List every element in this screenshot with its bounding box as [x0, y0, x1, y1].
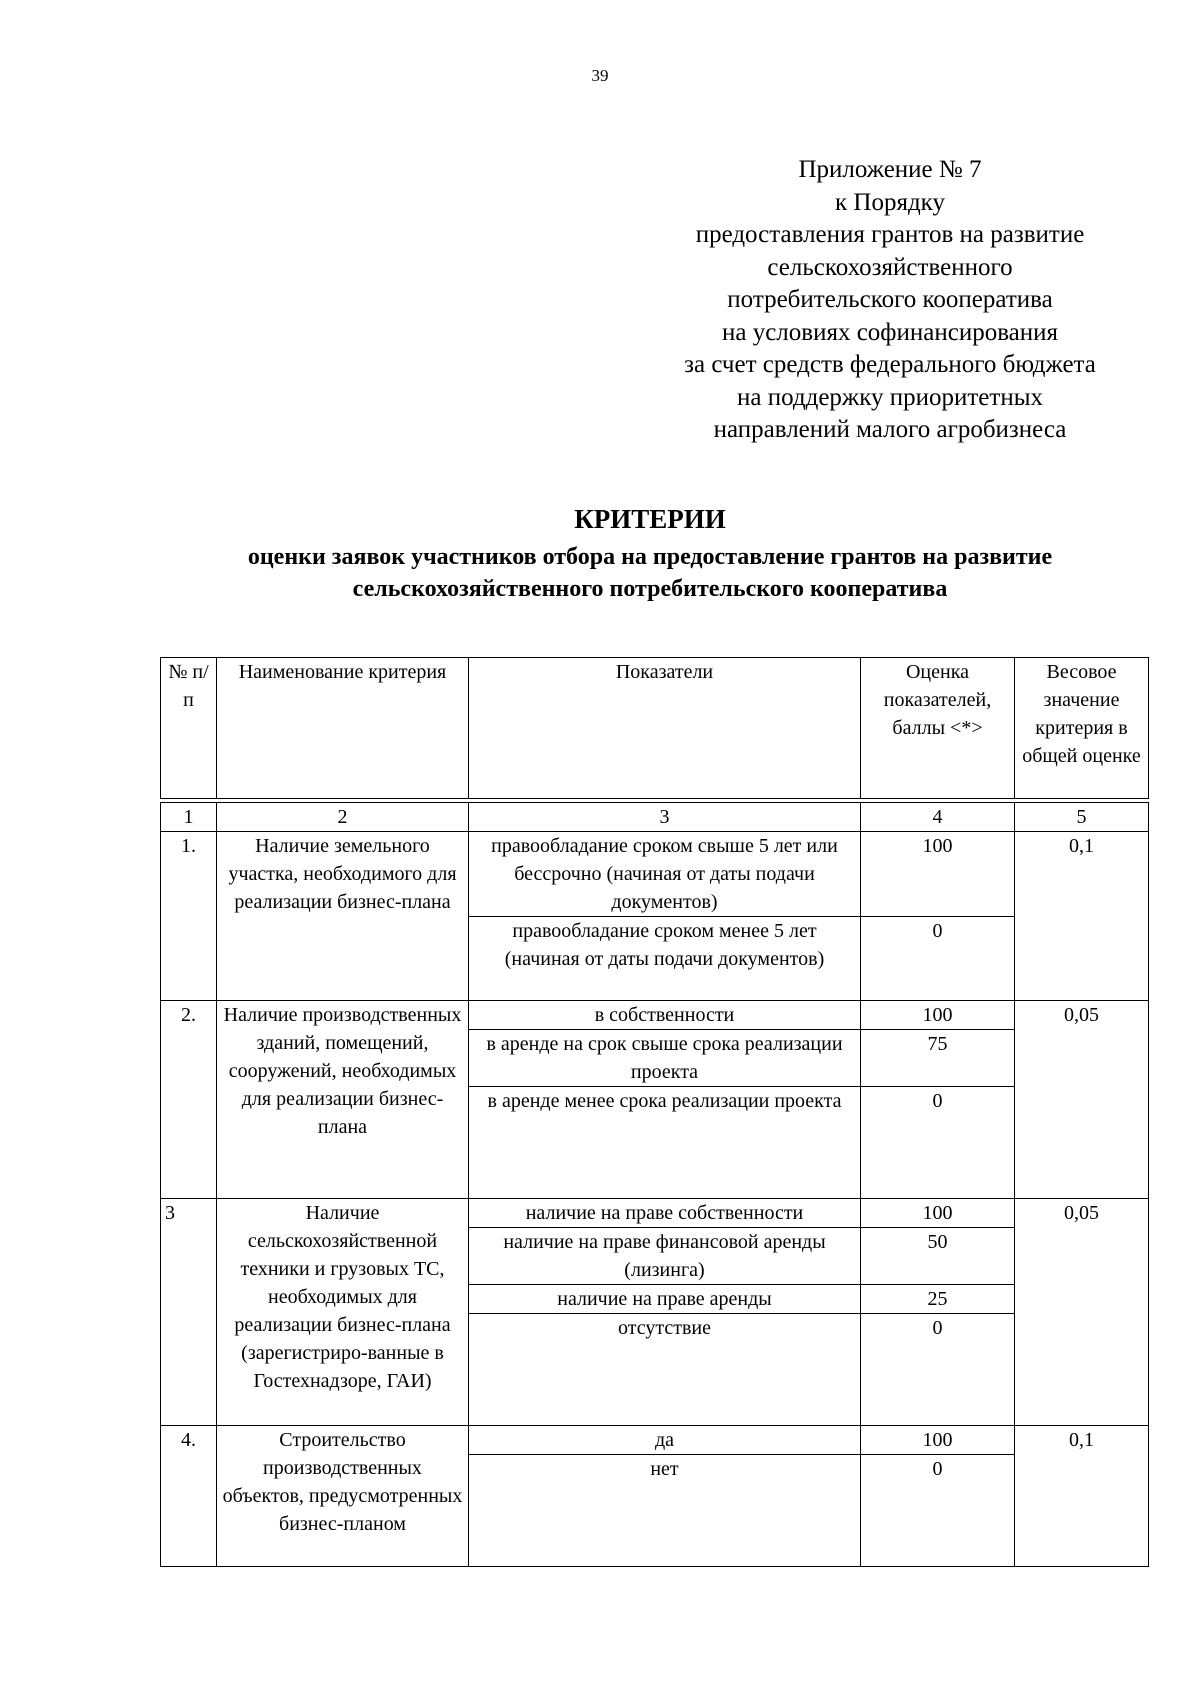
column-number: 1 [161, 803, 217, 832]
criterion-name: Наличие земельного участка, необходимого для реализации бизнес-плана [217, 832, 469, 1001]
header-weight: Весовое значение критерия в общей оценке [1015, 658, 1149, 799]
criterion-name: Наличие сельскохозяйственной техники и грузовых ТС, необходимых для реализации бизнес-плана (зарегистриро-ванные в Гостехнадзоре, ГАИ) [217, 1199, 469, 1426]
appendix-header [630, 154, 1150, 447]
document-title-block [150, 503, 1150, 605]
indicator-cell: наличие на праве собственности [469, 1199, 861, 1228]
indicator-cell: отсутствие [469, 1314, 861, 1426]
header-num: № п/п [161, 658, 217, 799]
indicator-cell: наличие на праве аренды [469, 1285, 861, 1314]
header-indicators: Показатели [469, 658, 861, 799]
criterion-num: 4. [161, 1426, 217, 1567]
indicator-cell: правообладание сроком менее 5 лет (начиная от даты подачи документов) [469, 917, 861, 1001]
appendix-line: сельскохозяйственного [767, 253, 1013, 281]
score-cell: 25 [861, 1285, 1015, 1314]
indicator-cell: нет [469, 1455, 861, 1567]
score-cell: 50 [861, 1228, 1015, 1285]
criterion-name: Строительство производственных объектов, предусмотренных бизнес-планом [217, 1426, 469, 1567]
indicator-cell: в аренде менее срока реализации проекта [469, 1087, 861, 1199]
document-title: КРИТЕРИИ [574, 504, 726, 534]
score-cell: 100 [861, 1426, 1015, 1455]
table-row [161, 1001, 1149, 1030]
score-cell: 100 [861, 832, 1015, 917]
score-cell: 0 [861, 1455, 1015, 1567]
criterion-name: Наличие производственных зданий, помещений, сооружений, необходимых для реализации бизнес-плана [217, 1001, 469, 1199]
table-row [161, 832, 1149, 917]
score-cell: 75 [861, 1030, 1015, 1087]
score-cell: 100 [861, 1001, 1015, 1030]
score-cell: 100 [861, 1199, 1015, 1228]
subtitle-line: оценки заявок участников отбора на предоставление грантов на развитие [247, 544, 1053, 570]
indicator-cell: наличие на праве финансовой аренды (лизинга) [469, 1228, 861, 1285]
table-row [161, 1426, 1149, 1455]
column-number: 4 [861, 803, 1015, 832]
score-cell: 0 [861, 1087, 1015, 1199]
appendix-line: на поддержку приоритетных [737, 383, 1043, 411]
indicator-cell: в аренде на срок свыше срока реализации проекта [469, 1030, 861, 1087]
criterion-num: 3 [161, 1199, 217, 1426]
indicator-cell: в собственности [469, 1001, 861, 1030]
appendix-line: Приложение № 7 [798, 156, 982, 183]
score-cell: 0 [861, 917, 1015, 1001]
column-number: 5 [1015, 803, 1149, 832]
weight-cell: 0,1 [1015, 1426, 1149, 1567]
weight-cell: 0,05 [1015, 1199, 1149, 1426]
header-name: Наименование критерия [217, 658, 469, 799]
column-number: 3 [469, 803, 861, 832]
column-number-row [161, 803, 1149, 832]
appendix-line: за счет средств федерального бюджета [684, 351, 1096, 378]
appendix-line: предоставления грантов на развитие [695, 221, 1085, 248]
criteria-table [160, 657, 1149, 1567]
criterion-num: 2. [161, 1001, 217, 1199]
document-subtitle [150, 541, 1150, 605]
table-row [161, 1199, 1149, 1228]
table-header-row [161, 658, 1149, 799]
appendix-line: к Порядку [835, 188, 945, 216]
weight-cell: 0,1 [1015, 832, 1149, 1001]
indicator-cell: правообладание сроком свыше 5 лет или бессрочно (начиная от даты подачи документов) [469, 832, 861, 917]
header-score: Оценка показателей, баллы <*> [861, 658, 1015, 799]
subtitle-line: сельскохозяйственного потребительского кооператива [352, 576, 948, 602]
indicator-cell: да [469, 1426, 861, 1455]
appendix-line: потребительского кооператива [727, 286, 1053, 313]
criterion-num: 1. [161, 832, 217, 1001]
score-cell: 0 [861, 1314, 1015, 1426]
page-number: 39 [591, 66, 609, 85]
column-number: 2 [217, 803, 469, 832]
appendix-line: на условиях софинансирования [721, 318, 1059, 346]
appendix-line: направлений малого агробизнеса [713, 416, 1067, 443]
weight-cell: 0,05 [1015, 1001, 1149, 1199]
